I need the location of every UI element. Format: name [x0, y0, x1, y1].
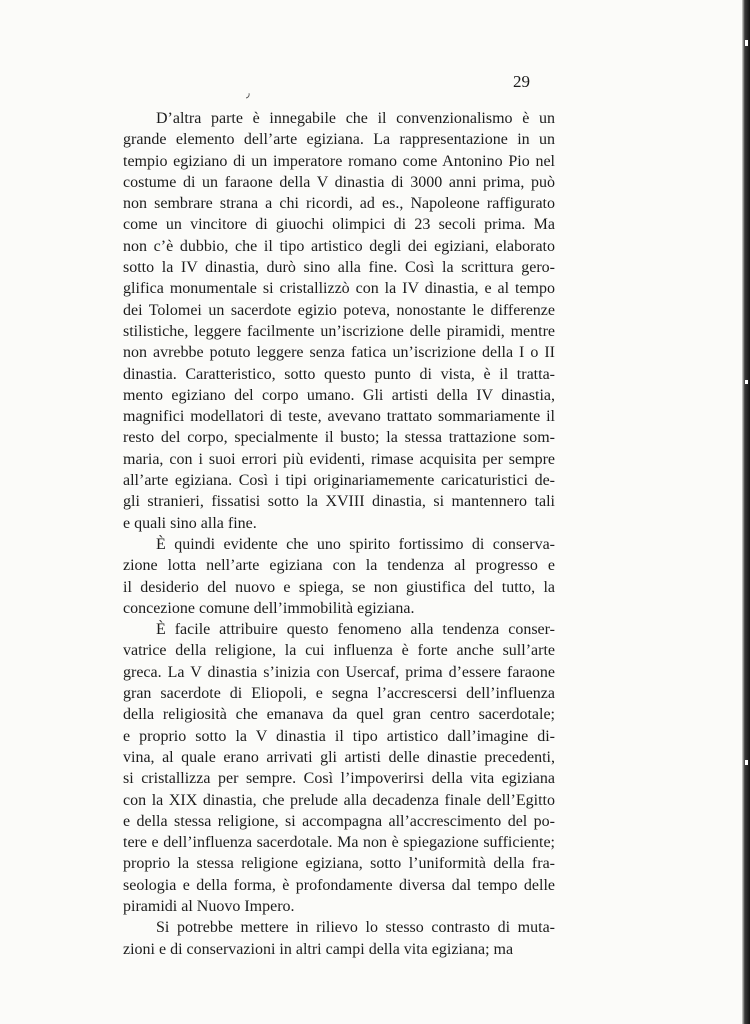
text-line: non sembrare strana a chi ricordi, ad es., Napoleone raffigurato: [123, 195, 555, 213]
paragraph: [123, 108, 555, 534]
text-line: È quindi evidente che uno spirito fortissimo di conserva-: [156, 535, 555, 553]
text-line: piramidi al Nuovo Impero.: [123, 897, 295, 915]
paragraph: [123, 534, 555, 619]
text-line: non c’è dubbio, che il tipo artistico degli dei egiziani, elaborato: [123, 237, 555, 255]
text-line: e proprio sotto la V dinastia il tipo artistico dall’imagine di-: [123, 727, 555, 745]
text-line: sotto la IV dinastia, durò sino alla fine. Così la scrittura gero-: [123, 259, 555, 277]
page-edge-shadow: [742, 0, 750, 1024]
text-line: zioni e di conservazioni in altri campi della vita egiziana; ma: [123, 940, 514, 958]
text-line: si cristallizza per sempre. Così l’impoverirsi della vita egiziana: [123, 770, 555, 788]
text-line: della religiosità che emanava da quel gran centro sacerdotale;: [123, 706, 555, 724]
text-line: gran sacerdote di Eliopoli, e segna l’accrescersi dell’influenza: [123, 685, 555, 703]
text-line: D’altra parte è innegabile che il convenzionalismo è un: [156, 110, 555, 127]
text-line: concezione comune dell’immobilità egiziana.: [123, 599, 415, 617]
text-line: stilistiche, leggere facilmente un’iscrizione delle piramidi, mentre: [123, 322, 555, 340]
text-line: con la XIX dinastia, che prelude alla decadenza finale dell’Egitto: [123, 791, 555, 809]
text-line: vatrice della religione, la cui influenza è forte anche sull’arte: [123, 642, 555, 660]
text-line: all’arte egiziana. Così i tipi originariamemente caricaturistici de-: [123, 472, 555, 490]
text-line: e quali sino alla fine.: [123, 514, 257, 532]
text-line: gli stranieri, fissatisi sotto la XVIII dinastia, si mantennero tali: [123, 493, 555, 511]
text-line: greca. La V dinastia s’inizia con Usercaf, prima d’essere faraone: [123, 663, 555, 681]
text-line: tempio egiziano di un imperatore romano come Antonino Pio nel: [123, 152, 555, 170]
text-line: Si potrebbe mettere in rilievo lo stesso contrasto di muta-: [156, 919, 555, 937]
text-line: magnifici modellatori di teste, avevano trattato sommariamente il: [123, 408, 555, 426]
text-line: dei Tolomei un sacerdote egizio poteva, nonostante le differenze: [123, 301, 555, 319]
text-line: il desiderio del nuovo e spiega, se non giustifica del tutto, la: [123, 578, 555, 596]
text-line: mento egiziano del corpo umano. Gli artisti della IV dinastia,: [123, 386, 555, 404]
text-line: grande elemento dell’arte egiziana. La rappresentazione in un: [123, 131, 555, 149]
ink-speck: ٫: [246, 86, 250, 100]
text-line: costume di un faraone della V dinastia di 3000 anni prima, può: [123, 173, 555, 191]
text-line: vina, al quale erano arrivati gli artisti delle dinastie precedenti,: [123, 748, 555, 766]
text-line: dinastia. Caratteristico, sotto questo punto di vista, è il tratta-: [123, 365, 555, 383]
text-line: non avrebbe potuto leggere senza fatica un’iscrizione della I o II: [123, 344, 555, 362]
text-line: resto del corpo, specialmente il busto; la stessa trattazione som-: [123, 429, 555, 447]
text-line: seologia e della forma, è profondamente diversa dal tempo delle: [123, 876, 555, 894]
text-line: e della stessa religione, si accompagna all’accrescimento del po-: [123, 812, 555, 830]
text-line: glifica monumentale si cristallizzò con la IV dinastia, e al tempo: [123, 280, 555, 298]
text-line: tere e dell’influenza sacerdotale. Ma non è spiegazione sufficiente;: [123, 834, 555, 852]
paragraph: [123, 619, 555, 917]
text-line: zione lotta nell’arte egiziana con la tendenza al progresso e: [123, 557, 555, 575]
text-line: È facile attribuire questo fenomeno alla tendenza conser-: [156, 621, 555, 639]
paragraph: [123, 917, 555, 960]
text-line: proprio la stessa religione egiziana, sotto l’uniformità della fra-: [123, 855, 555, 873]
body-text: [123, 108, 555, 960]
text-line: maria, con i suoi errori più evidenti, rimase acquisita per sempre: [123, 450, 555, 468]
page-number: 29: [513, 72, 530, 91]
text-line: come un vincitore di giuochi olimpici di 23 secoli prima. Ma: [123, 216, 555, 234]
